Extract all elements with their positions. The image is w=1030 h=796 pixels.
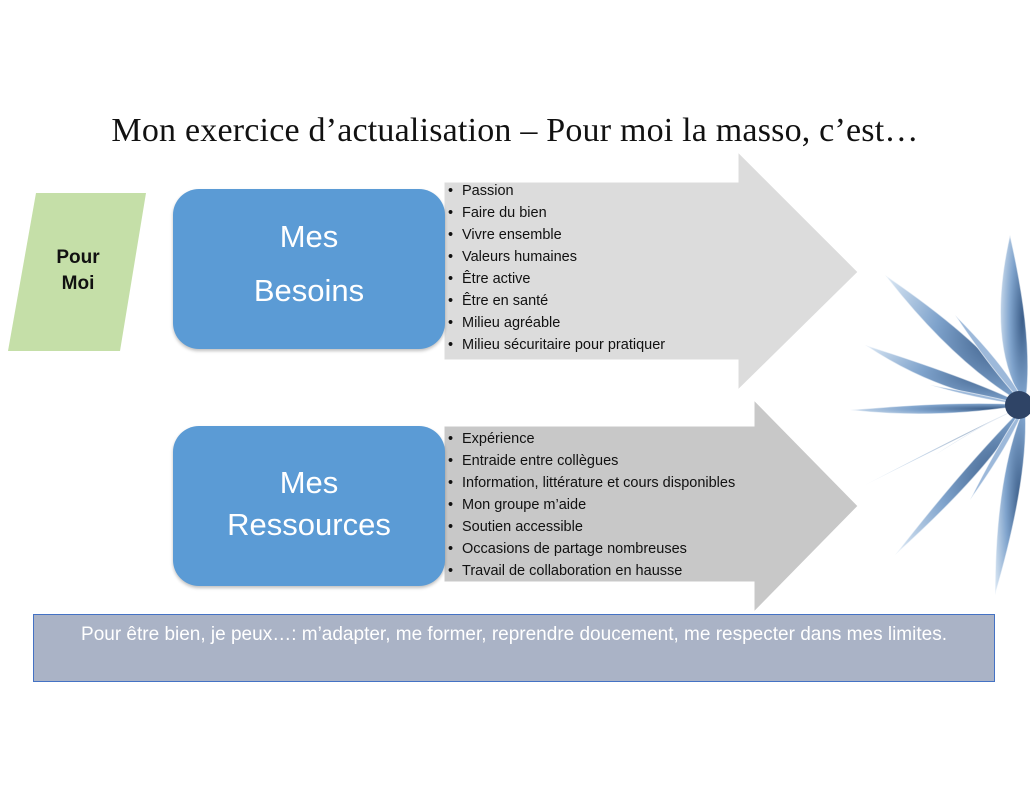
list-item: • Mon groupe m’aide — [446, 494, 735, 516]
list-item: • Passion — [446, 180, 665, 202]
pour-moi-line2: Moi — [61, 273, 95, 294]
list-item: • Vivre ensemble — [446, 224, 665, 246]
pour-moi-line1: Pour — [56, 247, 100, 268]
list-item: • Occasions de partage nombreuses — [446, 538, 735, 560]
list-item: • Soutien accessible — [446, 516, 735, 538]
ressources-heading-line2: Ressources — [227, 507, 391, 542]
besoins-box — [173, 189, 445, 349]
list-item: • Information, littérature et cours disponibles — [446, 472, 735, 494]
ressources-list — [446, 428, 735, 582]
besoins-heading-line2: Besoins — [253, 273, 365, 308]
list-item: • Faire du bien — [446, 202, 665, 224]
list-item: • Être en santé — [446, 290, 665, 312]
besoins-heading-line1: Mes — [279, 219, 339, 254]
page-title: Mon exercice d’actualisation – Pour moi la masso, c’est… — [111, 112, 919, 149]
list-item: • Être active — [446, 268, 665, 290]
summary-banner: Pour être bien, je peux…: m’adapter, me former, reprendre doucement, me respecter dans mes limites. — [33, 614, 995, 682]
list-item: • Entraide entre collègues — [446, 450, 735, 472]
flower-decoration — [840, 220, 1030, 600]
list-item: • Valeurs humaines — [446, 246, 665, 268]
list-item: • Travail de collaboration en hausse — [446, 560, 735, 582]
list-item: • Expérience — [446, 428, 735, 450]
list-item: • Milieu sécuritaire pour pratiquer — [446, 334, 665, 356]
pour-moi-label — [30, 245, 126, 297]
ressources-heading-line1: Mes — [279, 465, 339, 500]
list-item: • Milieu agréable — [446, 312, 665, 334]
besoins-list — [446, 180, 665, 356]
ressources-box — [173, 426, 445, 586]
